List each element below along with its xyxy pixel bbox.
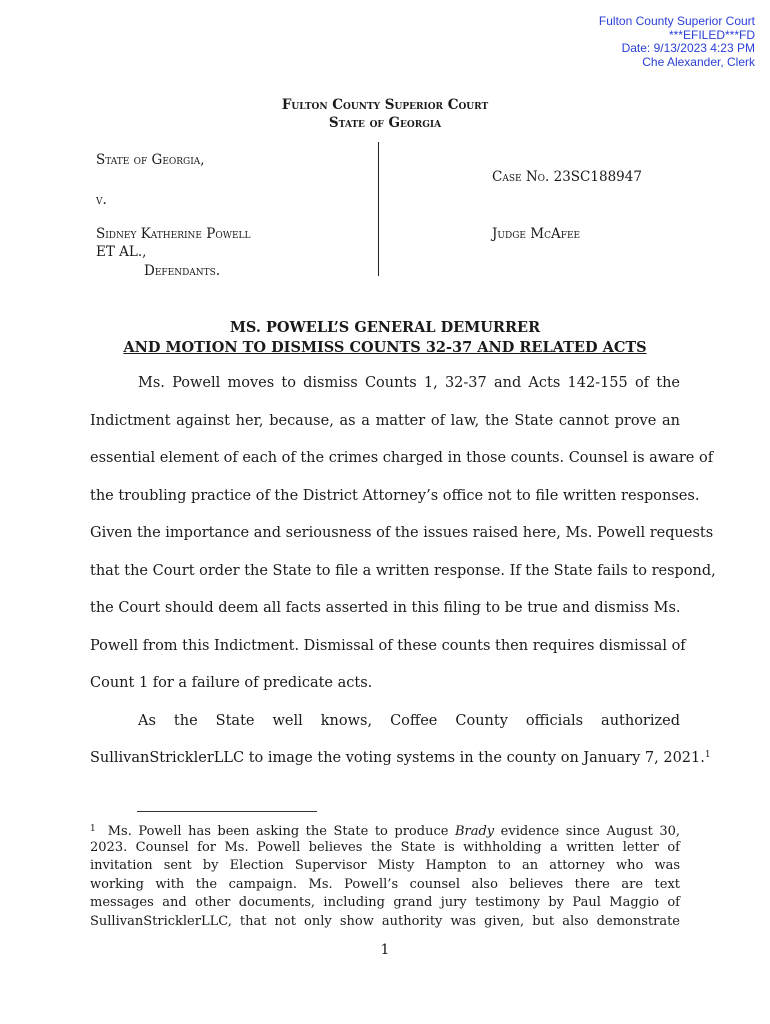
court-state: State of Georgia bbox=[328, 115, 442, 131]
case-number: Case No. 23SC188947 bbox=[492, 169, 642, 185]
court-name: Fulton County Superior Court bbox=[281, 97, 489, 113]
motion-title bbox=[0, 318, 770, 358]
page-number: 1 bbox=[380, 942, 390, 958]
footnote-separator bbox=[137, 811, 317, 812]
footnote-line: 2023. Counsel for Ms. Powell believes the State is withholding a written letter of bbox=[90, 839, 680, 855]
body-line-text: SullivanStricklerLLC to image the voting systems in the county on January 7, 2021. bbox=[90, 750, 705, 766]
caption-divider bbox=[378, 142, 379, 276]
judge-name: Judge McAfee bbox=[492, 226, 581, 242]
defendant-etal: ET AL., bbox=[96, 244, 147, 260]
footnote-brady: Brady bbox=[454, 824, 495, 839]
defendant-name: Sidney Katherine Powell bbox=[96, 226, 251, 242]
body-line: Indictment against her, because, as a matter of law, the State cannot prove an bbox=[90, 412, 680, 429]
stamp-court: Fulton County Superior Court bbox=[598, 14, 755, 28]
efile-stamp bbox=[599, 15, 755, 69]
body-line: the Court should deem all facts asserted in this filing to be true and dismiss Ms. bbox=[90, 600, 681, 616]
body-line: the troubling practice of the District Attorney’s office not to file written responses. bbox=[90, 487, 700, 504]
plaintiff-name: State of Georgia, bbox=[96, 152, 205, 168]
defendant-role: Defendants. bbox=[144, 263, 221, 279]
footnote-line bbox=[90, 821, 680, 840]
body-line: Given the importance and seriousness of the issues raised here, Ms. Powell requests bbox=[90, 525, 714, 541]
footnote-line: SullivanStricklerLLC, that not only show authority was given, but also demonstrate bbox=[90, 913, 680, 929]
versus-label: v. bbox=[96, 192, 107, 208]
body-line: that the Court order the State to file a written response. If the State fails to respond, bbox=[90, 562, 716, 579]
body-line: Ms. Powell moves to dismiss Counts 1, 32-37 and Acts 142-155 of the bbox=[138, 375, 680, 391]
footnote-line: messages and other documents, including grand jury testimony by Paul Maggio of bbox=[90, 895, 680, 910]
body-line: essential element of each of the crimes charged in those counts. Counsel is aware of bbox=[90, 450, 714, 466]
footnote-line: working with the campaign. Ms. Powell’s counsel also believes there are text bbox=[90, 876, 680, 892]
court-header bbox=[0, 96, 770, 132]
body-line: Powell from this Indictment. Dismissal of these counts then requires dismissal of bbox=[90, 637, 686, 654]
stamp-date: Date: 9/13/2023 4:23 PM bbox=[621, 41, 755, 55]
footnote-text-b: evidence since August 30, bbox=[494, 824, 680, 839]
body-line: Count 1 for a failure of predicate acts. bbox=[90, 675, 373, 691]
footnote-reference[interactable]: 1 bbox=[704, 750, 711, 760]
title-line-1: MS. POWELL’S GENERAL DEMURRER bbox=[229, 319, 541, 336]
title-line-2: AND MOTION TO DISMISS COUNTS 32-37 AND RELATED ACTS bbox=[123, 339, 647, 356]
stamp-status: ***EFILED***FD bbox=[668, 27, 755, 42]
stamp-clerk: Che Alexander, Clerk bbox=[642, 54, 755, 69]
body-line: As the State well knows, Coffee County officials authorized bbox=[138, 712, 680, 729]
footnote-marker: 1 bbox=[90, 824, 96, 834]
body-line-with-footnote bbox=[90, 749, 711, 767]
footnote-text-a: Ms. Powell has been asking the State to produce bbox=[107, 824, 455, 839]
footnote-line: invitation sent by Election Supervisor Misty Hampton to an attorney who was bbox=[90, 858, 680, 873]
